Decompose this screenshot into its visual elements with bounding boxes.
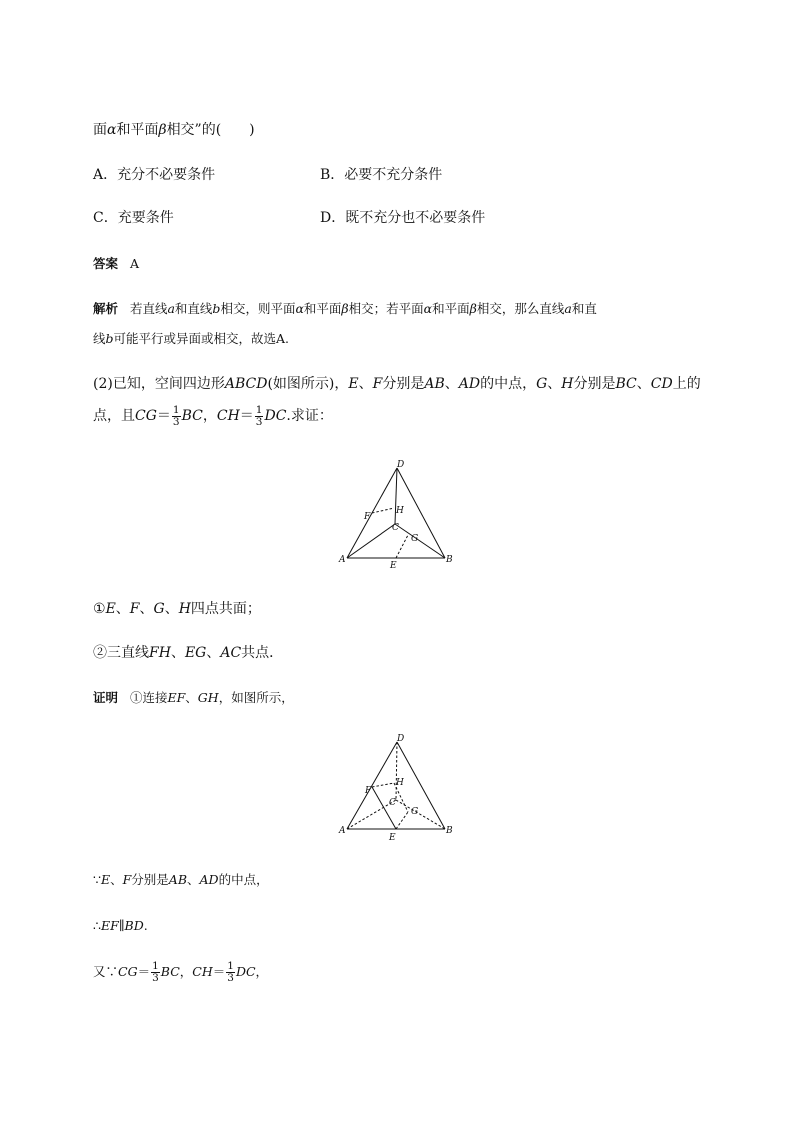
label-E: E [390,561,397,570]
label-C: C [389,798,396,808]
step-3: 又∵CG＝ $\frac{1}{3}$ BC，CH＝ $\frac{1}{3}$ DC， [93,960,269,984]
label-A: A [339,826,346,836]
option-c: C．充要条件 [93,210,174,226]
question-tail: 面α和平面β相交”的( ) [93,122,255,138]
fraction-one-third: $\frac{1}{3}$ [152,960,159,984]
claim-2: ②三直线FH、EG、AC共点． [93,645,284,661]
tetrahedron-figure-1 [335,458,465,570]
claim-1: ①E、F、G、H四点共面； [93,601,261,617]
label-F: F [364,512,371,522]
fraction-one-third: $\frac{1}{3}$ [172,403,180,428]
label-H: H [396,506,404,516]
label-E: E [389,833,396,843]
problem2-line-1: (2)已知，空间四边形ABCD(如图所示)，E、F分别是AB、AD的中点，G、H分别是BC、CD上的 [93,376,701,392]
label-D: D [397,734,405,744]
label-A: A [339,555,346,565]
answer-line [93,255,139,273]
option-a: A．充分不必要条件 [93,167,216,183]
label-B: B [446,826,453,836]
option-d: D．既不充分也不必要条件 [320,210,486,226]
label-F: F [365,786,372,796]
fraction-one-third: $\frac{1}{3}$ [255,403,263,428]
label-H: H [396,778,404,788]
problem2-line-2: 点，且CG＝ $\frac{1}{3}$ BC，CH＝ $\frac{1}{3}$ DC.求证： [93,403,333,428]
fraction-one-third: $\frac{1}{3}$ [227,960,234,984]
label-D: D [397,460,405,470]
analysis-line-1: 解析 若直线a和直线b相交，则平面α和平面β相交；若平面α和平面β相交，那么直线a和直 [93,301,597,316]
label-C: C [392,523,399,533]
tetrahedron-figure-2 [335,732,465,844]
step-2: ∴EF∥BD. [93,918,148,933]
answer-label: 答案 [93,256,119,271]
proof-line: 证明 ①连接EF、GH，如图所示， [93,690,294,705]
label-G: G [411,807,419,817]
analysis-line-2: 线b可能平行或异面或相交，故选A. [93,331,290,346]
label-B: B [446,555,453,565]
answer-value: A [129,256,139,271]
option-b: B．必要不充分条件 [320,167,443,183]
label-G: G [411,534,419,544]
step-1: ∵E、F分别是AB、AD的中点， [93,872,269,887]
